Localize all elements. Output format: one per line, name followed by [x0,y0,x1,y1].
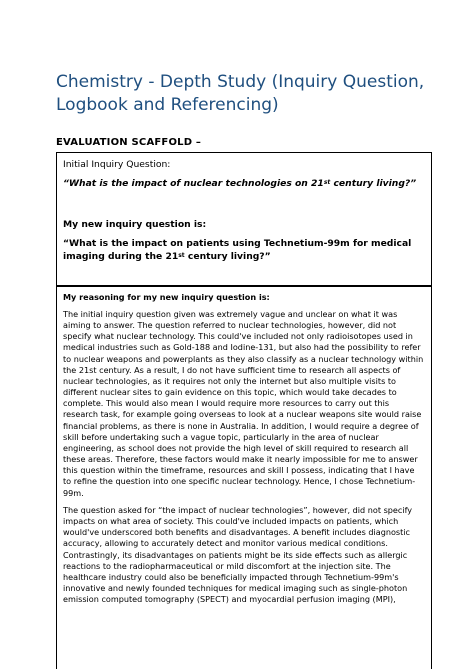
reasoning-label: My reasoning for my new inquiry question is: [63,292,270,302]
new-question-label: My new inquiry question is: [63,219,207,230]
inquiry-question-box [56,152,432,286]
initial-question-text: “What is the impact of nuclear technologies on 21st century living?” [63,178,417,189]
reasoning-paragraph-2: The question asked for “the impact of nuclear technologies”, however, did not specify impacts on what area of society. This could've included impacts on patients, which would've underscored both benefits and disadvantages. A benefit includes diagnostic accuracy, allowing to accurately detect and monitor various medical conditions. Contrastingly, its disadvantages on patients might be its side effects such as allergic reactions to the radiopharmaceutical or mild discomfort at the injection site. The healthcare industry could also be beneficially impacted through Technetium-99m's innovative and newly founded techniques for medical imaging such as single-photon emission computed tomography (SPECT) and myocardial perfusion imaging (MPI), [63,505,413,605]
initial-question-label: Initial Inquiry Question: [63,159,171,170]
evaluation-scaffold-heading: EVALUATION SCAFFOLD – [56,137,202,148]
document-title: Chemistry - Depth Study (Inquiry Question, Logbook and Referencing) [56,72,425,115]
reasoning-box [56,286,432,669]
new-question-text: “What is the impact on patients using Technetium-99m for medical imaging during the 21st century living?” [63,238,412,262]
reasoning-paragraph-1: The initial inquiry question given was extremely vague and unclear on what it was aiming to answer. The question referred to nuclear technologies, however, did not specify what nuclear technology. This could've included not only radioisotopes used in medical industries such as Gold-188 and Iodine-131, but also had the possibility to refer to nuclear weapons and powerplants as they also classify as a nuclear technology within the 21st century. As a result, I do not have sufficient time to research all aspects of nuclear technologies, as it requires not only the internet but also multiple visits to different nuclear sites to gain evidence on this topic, which would take decades to complete. This would also mean I would require more resources to carry out this research task, for example going overseas to look at a nuclear weapons site would raise financial problems, as there is none in Australia. In addition, I would require a degree of skill before undertaking such a vague topic, particularly in the area of nuclear engineering, as school does not provide the high level of skill required to research all these areas. Therefore, these factors would make it nearly impossible for me to answer this question within the timeframe, resources and skill I possess, indicating that I have to refine the question into one specific nuclear technology. Hence, I chose Technetium-99m. [63,309,424,498]
